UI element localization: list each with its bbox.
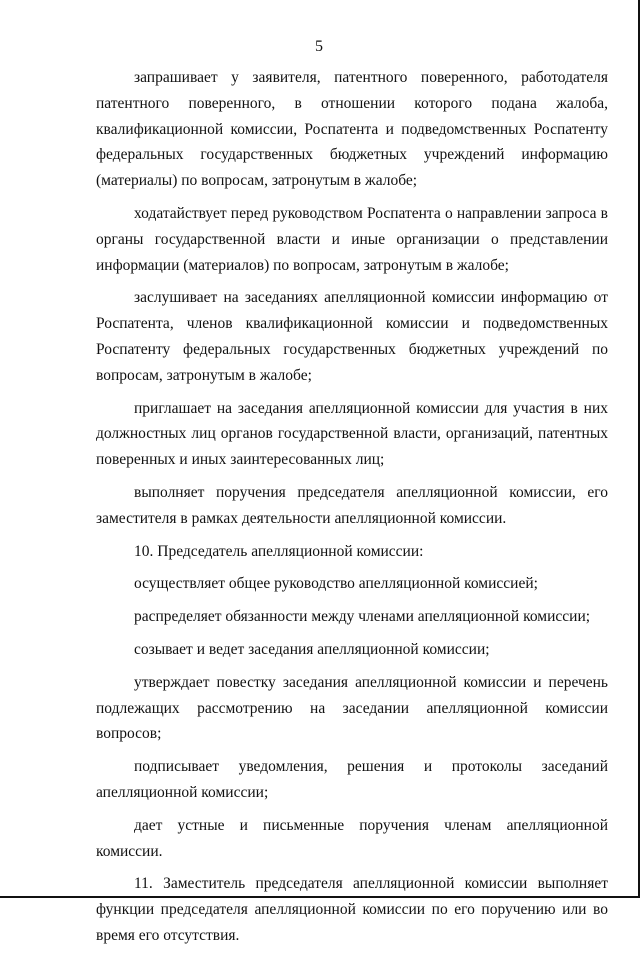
- paragraph: подписывает уведомления, решения и протоколы заседаний апелляционной комиссии;: [96, 758, 608, 801]
- paragraph: распределяет обязанности между членами апелляционной комиссии;: [134, 608, 591, 626]
- page-number: 5: [315, 38, 323, 55]
- paragraph: приглашает на заседания апелляционной комиссии для участия в них должностных лиц органов государственной власти, организаций, патентных поверенных и иных заинтересованных лиц;: [96, 399, 608, 469]
- document-body: [96, 65, 608, 956]
- paragraph: утверждает повестку заседания апелляционной комиссии и перечень подлежащих рассмотрению на заседании апелляционной комиссии вопросов;: [96, 673, 608, 743]
- paragraph: заслушивает на заседаниях апелляционной комиссии информацию от Роспатента, членов квалификационной комиссии и подведомственных Роспатенту федеральных государственных бюджетных учреждений по вопросам, затронутым в жалобе;: [96, 289, 608, 384]
- paragraph: запрашивает у заявителя, патентного поверенного, работодателя патентного поверенного, в отношении которого подана жалоба, квалификационной комиссии, Роспатента и подведомственных Роспатенту федеральных государственных бюджетных учреждений информацию (материалы) по вопросам, затронутым в жалобе;: [96, 69, 608, 190]
- paragraph: осуществляет общее руководство апелляционной комиссией;: [134, 575, 538, 593]
- paragraph: дает устные и письменные поручения членам апелляционной комиссии.: [96, 816, 608, 860]
- paragraph: созывает и ведет заседания апелляционной комиссии;: [134, 640, 490, 658]
- section-paragraph-11: 11. Заместитель председателя апелляционной комиссии выполняет функции председателя апелляционной комиссии по его поручению или во время его отсутствия.: [96, 875, 608, 944]
- paragraph: ходатайствует перед руководством Роспатента о направлении запроса в органы государственной власти и иные организации о представлении информации (материалов) по вопросам, затронутым в жалобе;: [96, 204, 608, 274]
- section-heading-10: 10. Председатель апелляционной комиссии:: [134, 542, 424, 560]
- paragraph: выполняет поручения председателя апелляционной комиссии, его заместителя в рамках деятельности апелляционной комиссии.: [96, 483, 608, 527]
